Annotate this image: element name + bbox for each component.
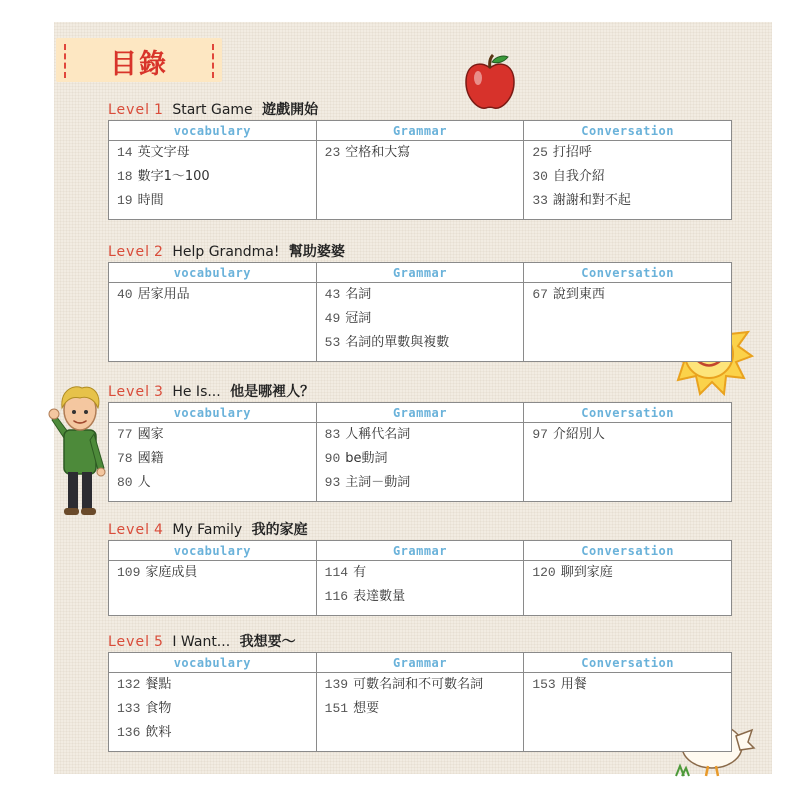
toc-entry[interactable]: 116 表達數量 [324, 589, 406, 604]
toc-entry[interactable]: 139 可數名詞和不可數名詞 [324, 677, 484, 692]
toc-entry[interactable]: 67 說到東西 [532, 287, 605, 302]
toc-entry[interactable]: 109 家庭成員 [117, 565, 198, 580]
conversation-cell [524, 141, 732, 220]
vocabulary-cell [109, 283, 317, 362]
toc-entry[interactable]: 80 人 [117, 475, 151, 490]
title-tag [56, 38, 222, 82]
toc-entry[interactable]: 114 有 [324, 565, 367, 580]
page-title: 目錄 [110, 49, 168, 80]
header-conversation: Conversation [524, 653, 732, 673]
boy-waving-icon [46, 382, 112, 518]
level-title-zh: 我想要～ [239, 634, 296, 650]
table-header-row [109, 263, 732, 283]
toc-entry[interactable]: 19 時間 [117, 193, 164, 208]
table-row [109, 141, 732, 220]
table-row [109, 423, 732, 502]
level-title [108, 382, 732, 402]
toc-entry[interactable]: 25 打招呼 [532, 145, 592, 160]
header-conversation: Conversation [524, 541, 732, 561]
header-conversation: Conversation [524, 263, 732, 283]
grammar-cell [316, 423, 524, 502]
contents-table [108, 402, 732, 502]
level-title-zh: 我的家庭 [251, 522, 308, 538]
level-title [108, 520, 732, 540]
grammar-cell [316, 141, 524, 220]
level-section-5 [108, 632, 732, 752]
vocabulary-cell [109, 423, 317, 502]
toc-entry[interactable]: 14 英文字母 [117, 145, 190, 160]
vocabulary-cell [109, 561, 317, 616]
level-section-4 [108, 520, 732, 616]
level-label: Level 5 [108, 634, 164, 650]
level-title-en: He Is... [172, 384, 221, 400]
vocabulary-cell [109, 141, 317, 220]
level-section-1 [108, 100, 732, 220]
contents-table [108, 540, 732, 616]
level-title-zh: 幫助婆婆 [288, 244, 345, 260]
header-grammar: Grammar [316, 541, 524, 561]
level-label: Level 1 [108, 102, 164, 118]
toc-entry[interactable]: 132 餐點 [117, 677, 172, 692]
level-title-en: Start Game [172, 102, 253, 118]
table-header-row [109, 653, 732, 673]
grammar-cell [316, 283, 524, 362]
header-grammar: Grammar [316, 263, 524, 283]
table-header-row [109, 541, 732, 561]
level-title [108, 100, 732, 120]
level-section-3 [108, 382, 732, 502]
contents-table [108, 262, 732, 362]
vocabulary-cell [109, 673, 317, 752]
level-section-2 [108, 242, 732, 362]
toc-entry[interactable]: 53 名詞的單數與複數 [324, 335, 450, 350]
toc-entry[interactable]: 90 be動詞 [324, 451, 388, 466]
level-title-zh: 他是哪裡人？ [230, 384, 315, 400]
contents-table [108, 652, 732, 752]
toc-entry[interactable]: 77 國家 [117, 427, 164, 442]
header-conversation: Conversation [524, 403, 732, 423]
toc-entry[interactable]: 40 居家用品 [117, 287, 190, 302]
level-label: Level 2 [108, 244, 164, 260]
conversation-cell [524, 283, 732, 362]
header-vocabulary: vocabulary [109, 121, 317, 141]
header-vocabulary: vocabulary [109, 263, 317, 283]
grammar-cell [316, 673, 524, 752]
toc-entry[interactable]: 23 空格和大寫 [324, 145, 411, 160]
toc-entry[interactable]: 153 用餐 [532, 677, 587, 692]
level-label: Level 3 [108, 384, 164, 400]
header-vocabulary: vocabulary [109, 541, 317, 561]
toc-entry[interactable]: 78 國籍 [117, 451, 164, 466]
toc-entry[interactable]: 33 謝謝和對不起 [532, 193, 631, 208]
table-header-row [109, 121, 732, 141]
header-vocabulary: vocabulary [109, 403, 317, 423]
header-grammar: Grammar [316, 653, 524, 673]
toc-entry[interactable]: 43 名詞 [324, 287, 372, 302]
level-title-en: Help Grandma! [172, 244, 280, 260]
conversation-cell [524, 673, 732, 752]
grammar-cell [316, 561, 524, 616]
table-row [109, 673, 732, 752]
level-title [108, 632, 732, 652]
conversation-cell [524, 561, 732, 616]
header-grammar: Grammar [316, 403, 524, 423]
toc-entry[interactable]: 133 食物 [117, 701, 172, 716]
toc-entry[interactable]: 49 冠詞 [324, 311, 372, 326]
conversation-cell [524, 423, 732, 502]
level-title-en: My Family [172, 522, 243, 538]
toc-entry[interactable]: 83 人稱代名詞 [324, 427, 411, 442]
level-title [108, 242, 732, 262]
header-grammar: Grammar [316, 121, 524, 141]
toc-entry[interactable]: 93 主詞－動詞 [324, 475, 411, 490]
table-header-row [109, 403, 732, 423]
toc-entry[interactable]: 18 數字1～100 [117, 169, 210, 184]
toc-entry[interactable]: 120 聊到家庭 [532, 565, 613, 580]
level-title-en: I Want... [172, 634, 231, 650]
toc-entry[interactable]: 97 介紹別人 [532, 427, 605, 442]
header-conversation: Conversation [524, 121, 732, 141]
header-vocabulary: vocabulary [109, 653, 317, 673]
contents-table [108, 120, 732, 220]
toc-entry[interactable]: 136 飲料 [117, 725, 172, 740]
table-row [109, 283, 732, 362]
toc-entry[interactable]: 30 自我介紹 [532, 169, 605, 184]
table-row [109, 561, 732, 616]
toc-entry[interactable]: 151 想要 [324, 701, 380, 716]
level-label: Level 4 [108, 522, 164, 538]
level-title-zh: 遊戲開始 [262, 102, 319, 118]
